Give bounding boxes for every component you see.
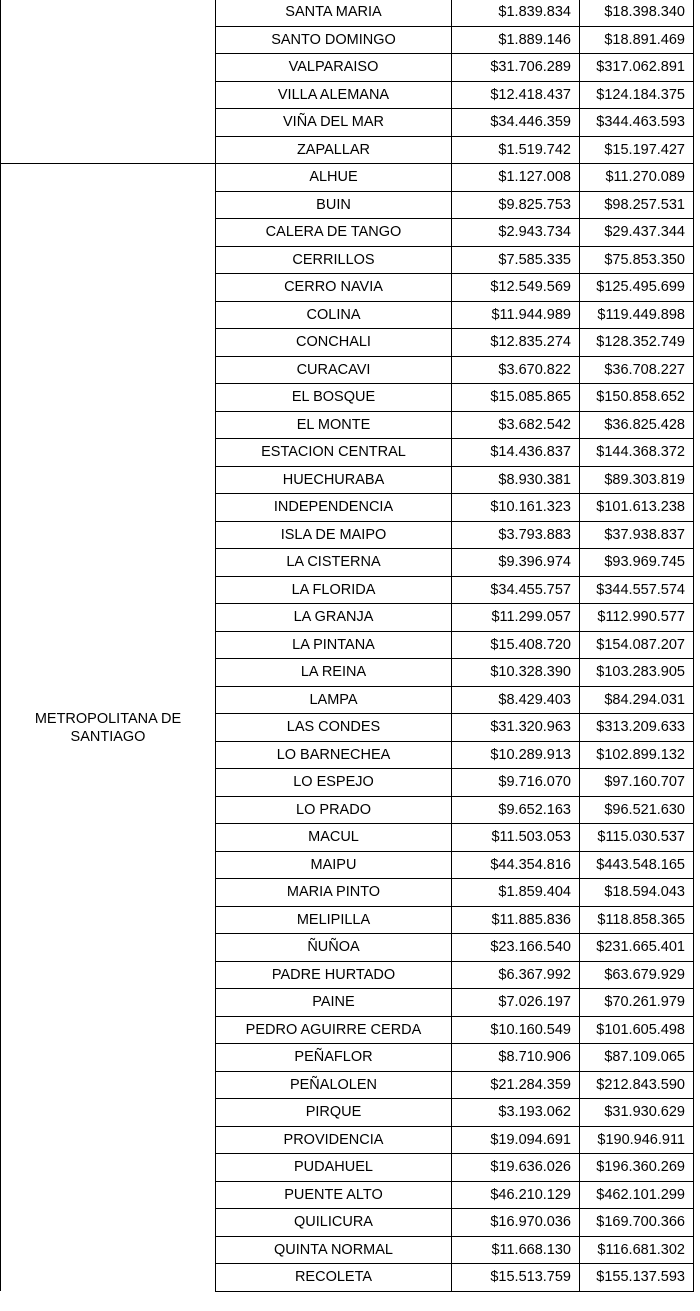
total-cell: $89.303.819 — [580, 466, 694, 494]
total-cell: $36.825.428 — [580, 411, 694, 439]
commune-cell: QUILICURA — [216, 1209, 452, 1237]
total-cell: $97.160.707 — [580, 769, 694, 797]
total-cell: $112.990.577 — [580, 604, 694, 632]
amount-cell: $19.636.026 — [452, 1154, 580, 1182]
total-cell: $98.257.531 — [580, 191, 694, 219]
total-cell: $75.853.350 — [580, 246, 694, 274]
amount-cell: $31.320.963 — [452, 714, 580, 742]
commune-cell: PEÑALOLEN — [216, 1071, 452, 1099]
amount-cell: $7.026.197 — [452, 989, 580, 1017]
amount-cell: $19.094.691 — [452, 1126, 580, 1154]
commune-cell: LA PINTANA — [216, 631, 452, 659]
amount-cell: $16.970.036 — [452, 1209, 580, 1237]
table-row — [1, 0, 694, 26]
total-cell: $102.899.132 — [580, 741, 694, 769]
commune-cell: RECOLETA — [216, 1264, 452, 1292]
amount-cell: $11.299.057 — [452, 604, 580, 632]
commune-cell: CALERA DE TANGO — [216, 219, 452, 247]
amount-cell: $15.513.759 — [452, 1264, 580, 1292]
total-cell: $29.437.344 — [580, 219, 694, 247]
total-cell: $116.681.302 — [580, 1236, 694, 1264]
commune-cell: LA REINA — [216, 659, 452, 687]
amount-cell: $1.859.404 — [452, 879, 580, 907]
amount-cell: $31.706.289 — [452, 54, 580, 82]
commune-cell: PIRQUE — [216, 1099, 452, 1127]
total-cell: $150.858.652 — [580, 384, 694, 412]
total-cell: $344.463.593 — [580, 109, 694, 137]
amount-cell: $1.127.008 — [452, 164, 580, 192]
amount-cell: $8.930.381 — [452, 466, 580, 494]
commune-cell: PEÑAFLOR — [216, 1044, 452, 1072]
total-cell: $115.030.537 — [580, 824, 694, 852]
total-cell: $93.969.745 — [580, 549, 694, 577]
total-cell: $128.352.749 — [580, 329, 694, 357]
total-cell: $101.605.498 — [580, 1016, 694, 1044]
total-cell: $196.360.269 — [580, 1154, 694, 1182]
total-cell: $190.946.911 — [580, 1126, 694, 1154]
amount-cell: $12.549.569 — [452, 274, 580, 302]
total-cell: $87.109.065 — [580, 1044, 694, 1072]
amount-cell: $12.418.437 — [452, 81, 580, 109]
commune-cell: ALHUE — [216, 164, 452, 192]
commune-cell: SANTA MARIA — [216, 0, 452, 26]
amount-cell: $10.328.390 — [452, 659, 580, 687]
amount-cell: $11.944.989 — [452, 301, 580, 329]
commune-cell: QUINTA NORMAL — [216, 1236, 452, 1264]
commune-cell: PROVIDENCIA — [216, 1126, 452, 1154]
commune-cell: MAIPU — [216, 851, 452, 879]
total-cell: $313.209.633 — [580, 714, 694, 742]
commune-cell: VIÑA DEL MAR — [216, 109, 452, 137]
amount-cell: $7.585.335 — [452, 246, 580, 274]
amount-cell: $15.085.865 — [452, 384, 580, 412]
total-cell: $118.858.365 — [580, 906, 694, 934]
total-cell: $31.930.629 — [580, 1099, 694, 1127]
amount-cell: $9.652.163 — [452, 796, 580, 824]
commune-cell: LA FLORIDA — [216, 576, 452, 604]
total-cell: $169.700.366 — [580, 1209, 694, 1237]
commune-cell: LO ESPEJO — [216, 769, 452, 797]
region-cell: METROPOLITANA DE SANTIAGO — [1, 164, 216, 1292]
total-cell: $125.495.699 — [580, 274, 694, 302]
amount-cell: $11.668.130 — [452, 1236, 580, 1264]
total-cell: $36.708.227 — [580, 356, 694, 384]
table-row — [1, 164, 694, 192]
total-cell: $15.197.427 — [580, 136, 694, 164]
amount-cell: $3.193.062 — [452, 1099, 580, 1127]
amount-cell: $46.210.129 — [452, 1181, 580, 1209]
commune-cell: ÑUÑOA — [216, 934, 452, 962]
total-cell: $101.613.238 — [580, 494, 694, 522]
amount-cell: $34.455.757 — [452, 576, 580, 604]
region-cell — [1, 0, 216, 164]
amount-cell: $8.429.403 — [452, 686, 580, 714]
commune-cell: LO BARNECHEA — [216, 741, 452, 769]
total-cell: $84.294.031 — [580, 686, 694, 714]
commune-cell: PADRE HURTADO — [216, 961, 452, 989]
total-cell: $154.087.207 — [580, 631, 694, 659]
amount-cell: $34.446.359 — [452, 109, 580, 137]
commune-cell: SANTO DOMINGO — [216, 26, 452, 54]
amount-cell: $1.519.742 — [452, 136, 580, 164]
total-cell: $37.938.837 — [580, 521, 694, 549]
commune-cell: MACUL — [216, 824, 452, 852]
commune-cell: INDEPENDENCIA — [216, 494, 452, 522]
total-cell: $443.548.165 — [580, 851, 694, 879]
amount-cell: $9.716.070 — [452, 769, 580, 797]
total-cell: $63.679.929 — [580, 961, 694, 989]
commune-cell: LAMPA — [216, 686, 452, 714]
commune-cell: CERRILLOS — [216, 246, 452, 274]
commune-cell: PUDAHUEL — [216, 1154, 452, 1182]
commune-cell: BUIN — [216, 191, 452, 219]
commune-cell: LA GRANJA — [216, 604, 452, 632]
commune-cell: EL MONTE — [216, 411, 452, 439]
total-cell: $18.891.469 — [580, 26, 694, 54]
commune-cell: PUENTE ALTO — [216, 1181, 452, 1209]
amount-cell: $11.503.053 — [452, 824, 580, 852]
commune-cell: VILLA ALEMANA — [216, 81, 452, 109]
total-cell: $119.449.898 — [580, 301, 694, 329]
total-cell: $317.062.891 — [580, 54, 694, 82]
amount-cell: $44.354.816 — [452, 851, 580, 879]
amount-cell: $9.825.753 — [452, 191, 580, 219]
total-cell: $155.137.593 — [580, 1264, 694, 1292]
amount-cell: $15.408.720 — [452, 631, 580, 659]
total-cell: $96.521.630 — [580, 796, 694, 824]
total-cell: $462.101.299 — [580, 1181, 694, 1209]
total-cell: $11.270.089 — [580, 164, 694, 192]
commune-cell: VALPARAISO — [216, 54, 452, 82]
amount-cell: $12.835.274 — [452, 329, 580, 357]
total-cell: $212.843.590 — [580, 1071, 694, 1099]
amount-cell: $8.710.906 — [452, 1044, 580, 1072]
amount-cell: $3.682.542 — [452, 411, 580, 439]
commune-cell: CURACAVI — [216, 356, 452, 384]
amount-cell: $9.396.974 — [452, 549, 580, 577]
commune-cell: COLINA — [216, 301, 452, 329]
commune-cell: MELIPILLA — [216, 906, 452, 934]
total-cell: $18.594.043 — [580, 879, 694, 907]
commune-cell: PEDRO AGUIRRE CERDA — [216, 1016, 452, 1044]
amount-cell: $10.289.913 — [452, 741, 580, 769]
total-cell: $344.557.574 — [580, 576, 694, 604]
total-cell: $231.665.401 — [580, 934, 694, 962]
commune-cell: CERRO NAVIA — [216, 274, 452, 302]
amount-cell: $21.284.359 — [452, 1071, 580, 1099]
amount-cell: $6.367.992 — [452, 961, 580, 989]
commune-cell: PAINE — [216, 989, 452, 1017]
total-cell: $18.398.340 — [580, 0, 694, 26]
total-cell: $103.283.905 — [580, 659, 694, 687]
total-cell: $124.184.375 — [580, 81, 694, 109]
commune-cell: LAS CONDES — [216, 714, 452, 742]
commune-cell: ESTACION CENTRAL — [216, 439, 452, 467]
total-cell: $144.368.372 — [580, 439, 694, 467]
total-cell: $70.261.979 — [580, 989, 694, 1017]
amount-cell: $10.161.323 — [452, 494, 580, 522]
commune-cell: CONCHALI — [216, 329, 452, 357]
amount-cell: $1.839.834 — [452, 0, 580, 26]
commune-cell: MARIA PINTO — [216, 879, 452, 907]
commune-cell: HUECHURABA — [216, 466, 452, 494]
amount-cell: $1.889.146 — [452, 26, 580, 54]
amount-cell: $10.160.549 — [452, 1016, 580, 1044]
amount-cell: $11.885.836 — [452, 906, 580, 934]
table-body — [1, 0, 694, 1291]
amount-cell: $3.793.883 — [452, 521, 580, 549]
commune-cell: EL BOSQUE — [216, 384, 452, 412]
commune-cell: LA CISTERNA — [216, 549, 452, 577]
commune-cell: LO PRADO — [216, 796, 452, 824]
amount-cell: $23.166.540 — [452, 934, 580, 962]
amount-cell: $3.670.822 — [452, 356, 580, 384]
amount-cell: $2.943.734 — [452, 219, 580, 247]
commune-cell: ZAPALLAR — [216, 136, 452, 164]
commune-cell: ISLA DE MAIPO — [216, 521, 452, 549]
amount-cell: $14.436.837 — [452, 439, 580, 467]
